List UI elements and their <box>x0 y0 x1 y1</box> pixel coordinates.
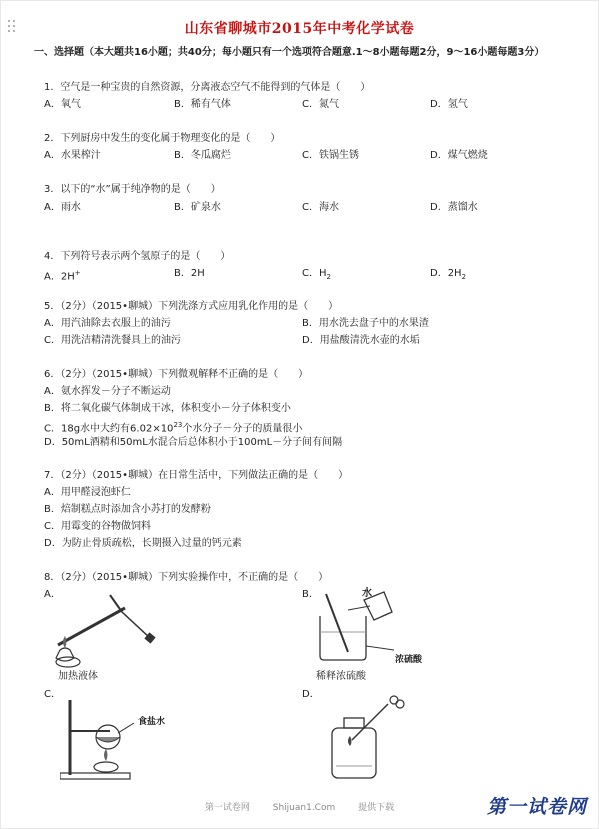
q8-option-a: A． <box>44 589 61 600</box>
heating-liquid-figure <box>50 590 170 680</box>
q3-option-b: B．矿泉水 <box>174 202 221 213</box>
q4-option-a-text: A．2H <box>44 271 75 283</box>
q3-option-c: C．海水 <box>302 202 339 213</box>
combustion-bottle-figure <box>310 690 420 785</box>
q8-option-d: D． <box>302 689 320 700</box>
q2-option-c: C．铁锅生锈 <box>302 150 359 161</box>
question-1: 1．空气是一种宝贵的自然资源，分离液态空气不能得到的气体是（ ） <box>44 82 371 93</box>
q8-option-c: C． <box>44 689 61 700</box>
q4-option-c-sub: 2 <box>326 273 331 281</box>
q8-option-b: B． <box>302 589 319 600</box>
q7-option-c: C．用霉变的谷物做饲料 <box>44 521 151 532</box>
label-water: 水 <box>362 588 372 599</box>
q5-option-d: D．用盐酸清洗水壶的水垢 <box>302 335 420 346</box>
q6-option-c-post: 个水分子－分子的质量很小 <box>182 423 303 435</box>
question-8: 8．（2分）（2015•聊城）下列实验操作中，不正确的是（ ） <box>44 572 329 583</box>
q7-option-d: D．为防止骨质疏松，长期摄入过量的钙元素 <box>44 538 242 549</box>
question-4: 4．下列符号表示两个氢原子的是（ ） <box>44 251 231 262</box>
page-title: 山东省聊城市2015年中考化学试卷 <box>184 21 415 37</box>
q6-option-d: D．50mL酒精和50mL水混合后总体积小于100mL－分子间有间隔 <box>44 437 343 448</box>
q6-option-a: A．氨水挥发－分子不断运动 <box>44 386 171 397</box>
q6-option-c-pre: C．18g水中大约有6.02×10 <box>44 423 174 435</box>
q8-caption-b: 稀释浓硫酸 <box>316 671 366 682</box>
q8-caption-a: 加热液体 <box>58 671 98 682</box>
q7-option-b: B．焙制糕点时添加含小苏打的发酵粉 <box>44 504 211 515</box>
section-heading: 一、选择题（本大题共16小题；共40分；每小题只有一个选项符合题意.1～8小题每题2分，9～16小题每题3分） <box>34 47 545 58</box>
q4-option-c <box>302 267 331 284</box>
q1-option-c: C．氮气 <box>302 99 339 110</box>
site-logo[interactable]: 第一试卷网 <box>486 796 587 818</box>
question-6: 6．（2分）（2015•聊城）下列微观解释不正确的是（ ） <box>44 369 309 380</box>
footer-provide: 提供下载 <box>358 803 395 813</box>
q2-option-b: B．冬瓜腐烂 <box>174 150 231 161</box>
evaporation-figure <box>60 695 170 785</box>
question-7: 7．（2分）（2015•聊城）在日常生活中，下列做法正确的是（ ） <box>44 470 349 481</box>
q1-option-b: B．稀有气体 <box>174 99 231 110</box>
q4-option-a <box>44 267 81 283</box>
q1-option-d: D．氢气 <box>430 99 468 110</box>
footer-url[interactable]: Shijuan1.Com <box>272 803 336 813</box>
label-conc-acid: 浓硫酸 <box>395 655 423 665</box>
q6-option-c-exp: 23 <box>173 421 183 429</box>
q1-option-a: A．氧气 <box>44 99 81 110</box>
q7-option-a: A．用甲醛浸泡虾仁 <box>44 487 131 498</box>
q2-option-d: D．煤气燃烧 <box>430 150 488 161</box>
q4-option-c-text: C．H <box>302 268 327 279</box>
question-2: 2．下列厨房中发生的变化属于物理变化的是（ ） <box>44 133 281 144</box>
q4-option-a-charge: + <box>74 269 81 277</box>
q2-option-a: A．水果榨汁 <box>44 150 101 161</box>
q4-option-d-text: D．2H <box>430 268 462 279</box>
question-5: 5．（2分）（2015•聊城）下列洗涤方式应用乳化作用的是（ ） <box>44 301 339 312</box>
label-salt-water: 食盐水 <box>138 717 166 727</box>
q5-option-c: C．用洗洁精清洗餐具上的油污 <box>44 335 181 346</box>
q4-option-d-sub: 2 <box>461 273 467 281</box>
q6-option-c <box>44 419 302 435</box>
q5-option-a: A．用汽油除去衣服上的油污 <box>44 318 171 329</box>
question-3: 3．以下的“水”属于纯净物的是（ ） <box>44 184 221 195</box>
q3-option-d: D．蒸馏水 <box>430 202 478 213</box>
footer-site-name: 第一试卷网 <box>204 803 250 813</box>
q3-option-a: A．雨水 <box>44 202 81 213</box>
q4-option-b: B．2H <box>174 268 205 279</box>
q4-option-d <box>430 267 466 284</box>
q6-option-b: B．将二氧化碳气体制成干冰，体积变小－分子体积变小 <box>44 403 291 414</box>
q5-option-b: B．用水洗去盘子中的水果渣 <box>302 318 429 329</box>
